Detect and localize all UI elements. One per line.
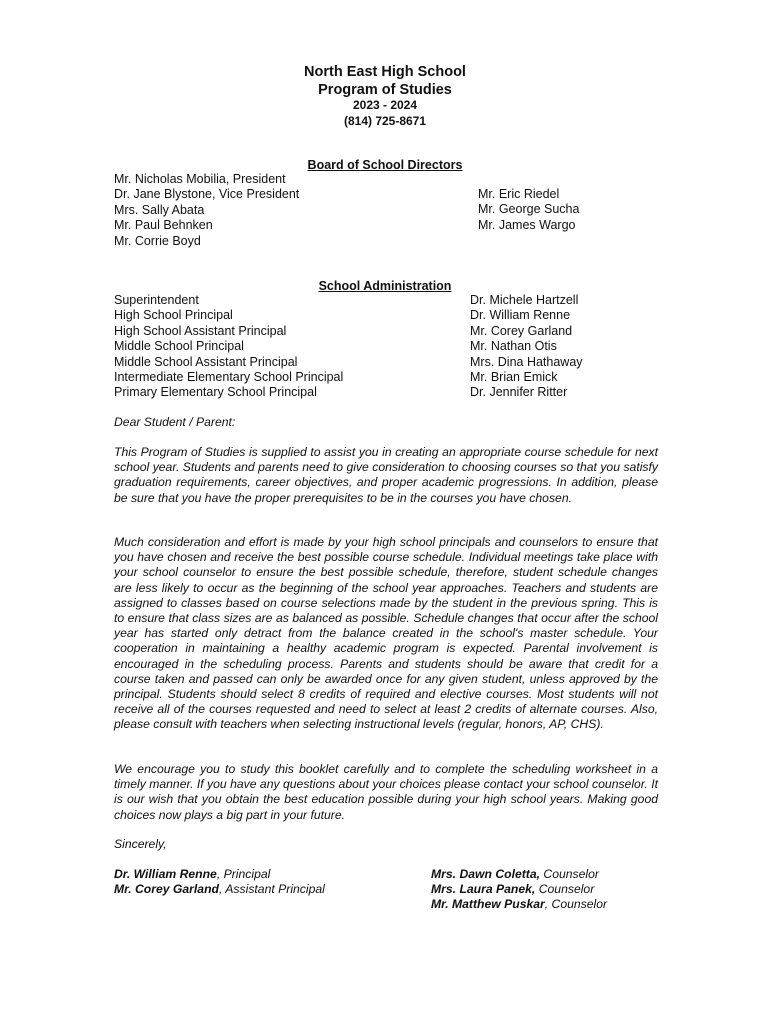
admin-title: Intermediate Elementary School Principal bbox=[114, 370, 344, 385]
admin-title: Superintendent bbox=[114, 293, 199, 307]
signature-line bbox=[431, 897, 607, 912]
letter-paragraph-2: Much consideration and effort is made by your high school principals and counselors to ensure that you have chosen and receive the best possible course schedule. Individual meetings take place with your school counselor to ensure the best possible schedule, therefore, student schedule changes are less likely to occur as the beginning of the school year approaches. Teachers and students are assigned to classes based on course selections made by the student in the previous spring. This is to ensure that class sizes are as balanced as possible. Schedule changes that occur after the school year has started only detract from the balance created in the school's master schedule. Your cooperation in maintaining a healthy academic program is expected. Parental involvement is encouraged in the scheduling process. Parents and students should be aware that credit for a course taken and passed can only be awarded once for any given student, unless approved by the principal. Students should select 8 credits of required and elective courses. Most students will not receive all of the courses requested and need to select at least 2 credits of alternate courses. Also, please consult with teachers when selecting instructional levels (regular, honors, AP, CHS). bbox=[114, 535, 658, 732]
letter-paragraph-1: This Program of Studies is supplied to assist you in creating an appropriate course schedule for next school year. Students and parents need to give consideration to choosing courses so that you satisfy graduation requirements, career objectives, and proper academic progressions. In addition, please be sure that you have the proper prerequisites to be in the courses you have chosen. bbox=[114, 445, 658, 505]
board-member: Mrs. Sally Abata bbox=[114, 202, 205, 217]
board-heading: Board of School Directors bbox=[307, 158, 463, 172]
signatory-role: , Principal bbox=[216, 867, 271, 881]
admin-title: Middle School Principal bbox=[114, 339, 244, 354]
signature-block-right bbox=[431, 867, 607, 913]
signature-line bbox=[431, 882, 607, 897]
board-member: Mr. Paul Behnken bbox=[114, 218, 213, 233]
admin-name: Dr. Jennifer Ritter bbox=[470, 385, 568, 400]
signatory-name: Mr. Matthew Puskar bbox=[431, 897, 545, 912]
admin-title: High School Assistant Principal bbox=[114, 323, 287, 338]
signatory-name: Mrs. Laura Panek, bbox=[431, 882, 536, 897]
board-member: Mr. Nicholas Mobilia, President bbox=[114, 172, 286, 186]
board-right-list bbox=[478, 187, 579, 233]
admin-title: High School Principal bbox=[114, 308, 233, 323]
admin-name: Mrs. Dina Hathaway bbox=[470, 354, 583, 369]
signature-block-left bbox=[114, 867, 325, 897]
signatory-name: Dr. William Renne bbox=[114, 867, 217, 881]
closing: Sincerely, bbox=[114, 837, 167, 851]
signature-line bbox=[114, 867, 325, 882]
salutation: Dear Student / Parent: bbox=[114, 415, 236, 429]
board-member: Mr. Eric Riedel bbox=[478, 187, 560, 201]
signature-line bbox=[114, 882, 325, 897]
board-member: Mr. Corrie Boyd bbox=[114, 233, 201, 248]
board-left-list bbox=[114, 172, 299, 249]
school-name: North East High School bbox=[304, 64, 466, 80]
signatory-role: Counselor bbox=[540, 867, 599, 881]
school-years: 2023 - 2024 bbox=[352, 98, 418, 112]
phone-number: (814) 725-8671 bbox=[343, 114, 427, 128]
admin-title: Middle School Assistant Principal bbox=[114, 354, 298, 369]
admin-names-list bbox=[470, 293, 583, 401]
signatory-role: Counselor bbox=[535, 882, 595, 897]
admin-name: Mr. Nathan Otis bbox=[470, 339, 557, 354]
letter-paragraph-3: We encourage you to study this booklet carefully and to complete the scheduling worksheet in a timely manner. If you have any questions about your choices please contact your school counselor. It is our wish that you obtain the best education possible during your high school years. Making good choices now plays a big part in your future. bbox=[114, 762, 658, 822]
board-member: Dr. Jane Blystone, Vice President bbox=[114, 187, 300, 202]
admin-title: Primary Elementary School Principal bbox=[114, 385, 317, 400]
board-member: Mr. James Wargo bbox=[478, 217, 576, 232]
program-title: Program of Studies bbox=[318, 82, 452, 98]
admin-name: Mr. Brian Emick bbox=[470, 370, 558, 385]
admin-name: Dr. William Renne bbox=[470, 308, 571, 323]
signatory-name: Mrs. Dawn Coletta, bbox=[431, 867, 541, 881]
admin-titles-list bbox=[114, 293, 343, 401]
admin-name: Mr. Corey Garland bbox=[470, 323, 573, 338]
signatory-role: , Assistant Principal bbox=[218, 882, 325, 897]
administration-heading: School Administration bbox=[318, 279, 452, 293]
board-member: Mr. George Sucha bbox=[478, 202, 580, 217]
signature-line bbox=[431, 867, 607, 882]
signatory-role: , Counselor bbox=[544, 897, 608, 912]
admin-name: Dr. Michele Hartzell bbox=[470, 293, 579, 307]
signatory-name: Mr. Corey Garland bbox=[114, 882, 219, 897]
